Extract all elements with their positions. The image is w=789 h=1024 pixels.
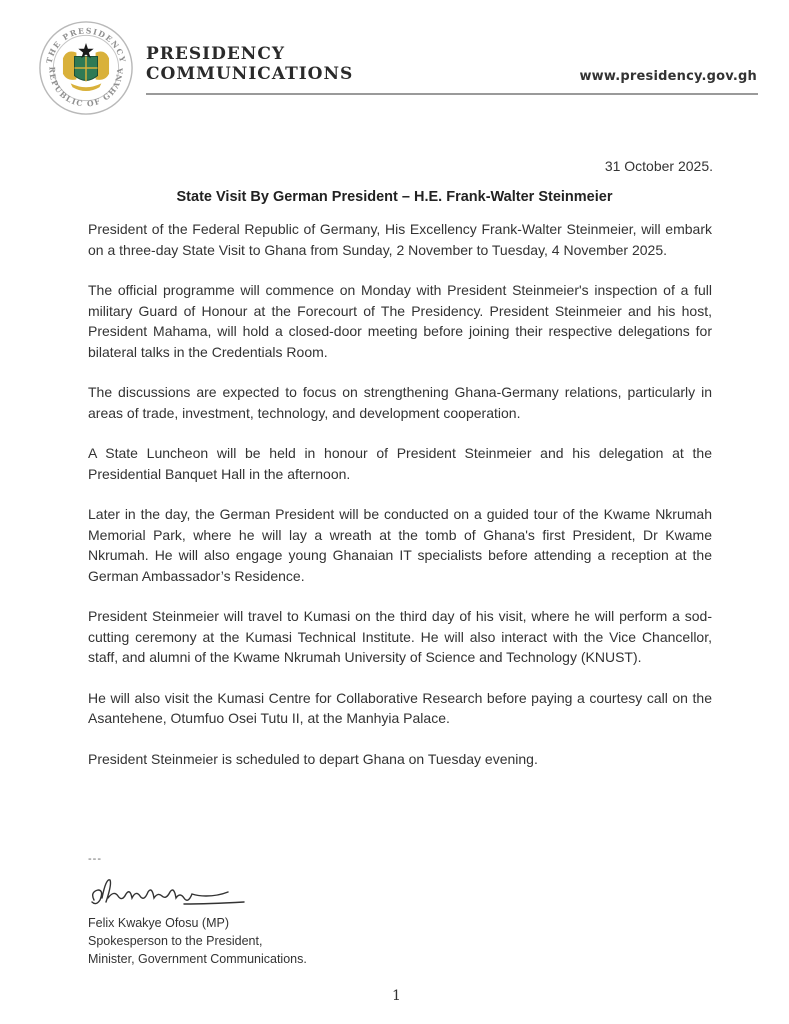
signature-icon [88,874,258,914]
signatory-block [88,914,307,968]
seal-top-text: THE PRESIDENCY [44,26,128,65]
paragraph-6: President Steinmeier will travel to Kumasi on the third day of his visit, where he will perform a sod-cutting ceremony at the Kumasi Technical Institute. He will also interact with the Vice Chancellor, staff, and alumni of the Kwame Nkrumah University of Science and Technology (KNUST). [88,608,712,665]
paragraph-4: A State Luncheon will be held in honour of President Steinmeier and his delegation at the Presidential Banquet Hall in the afternoon. [88,445,712,482]
page-number: 1 [392,988,401,1004]
header-divider [146,93,758,95]
signatory-role-spokesperson: Spokesperson to the President, [88,934,263,948]
separator: --- [88,853,102,865]
seal-bottom-text: REPUBLIC OF GHANA [47,66,125,109]
signatory-role-minister: Minister, Government Communications. [88,952,307,966]
brand-name [146,44,353,84]
document-body [88,219,712,789]
paragraph-3: The discussions are expected to focus on strengthening Ghana-Germany relations, particularly in areas of trade, investment, technology, and development cooperation. [88,384,712,421]
presidency-seal-icon [38,20,134,116]
letterhead [0,0,789,120]
document-date: 31 October 2025. [604,158,713,174]
paragraph-7: He will also visit the Kumasi Centre for Collaborative Research before paying a courtesy call on the Asantehene, Otumfuo Osei Tutu II, at the Manhyia Palace. [88,689,712,726]
paragraph-2: The official programme will commence on Monday with President Steinmeier's inspection of a full military Guard of Honour at the Forecourt of The Presidency. President Steinmeier and his host, President Mahama, will hold a closed-door meeting before joining their respective delegations for bilateral talks in the Credentials Room. [88,282,712,360]
website-url: www.presidency.gov.gh [579,69,757,84]
paragraph-1: President of the Federal Republic of Germany, His Excellency Frank-Walter Steinmeier, will embark on a three-day State Visit to Ghana from Sunday, 2 November to Tuesday, 4 November 2025. [88,221,712,258]
brand-line-communications: COMMUNICATIONS [146,64,354,84]
brand-line-presidency: PRESIDENCY [146,44,286,64]
document-title: State Visit By German President – H.E. Frank-Walter Steinmeier [176,189,613,205]
paragraph-5: Later in the day, the German President will be conducted on a guided tour of the Kwame Nkrumah Memorial Park, where he will lay a wreath at the tomb of Ghana's first President, Dr Kwame Nkrumah. He will also engage young Ghanaian IT specialists before attending a reception at the German Ambassador’s Residence. [88,506,712,584]
paragraph-8: President Steinmeier is scheduled to depart Ghana on Tuesday evening. [88,750,538,767]
signatory-name: Felix Kwakye Ofosu (MP) [88,916,230,930]
